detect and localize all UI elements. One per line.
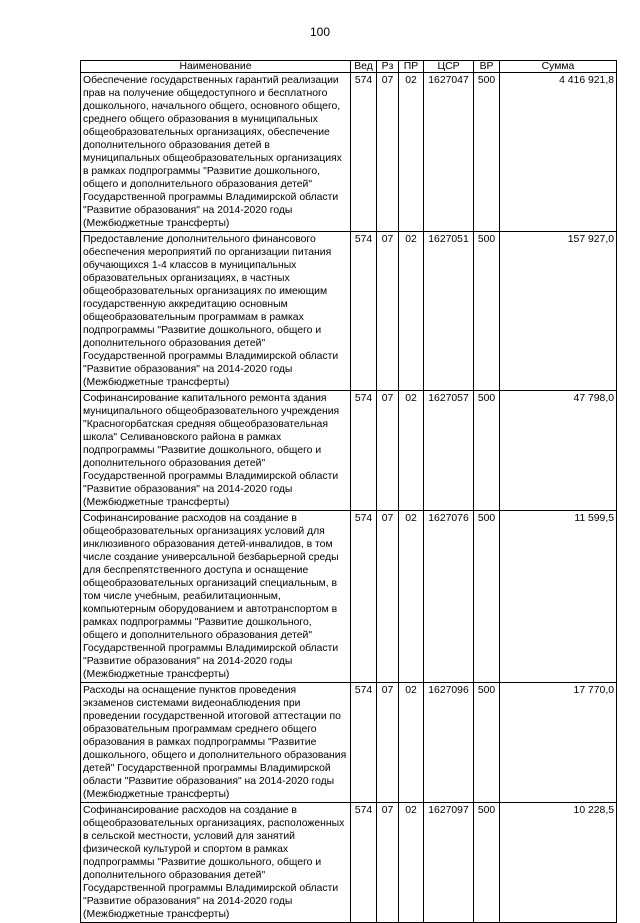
row-pr: 02 [399, 232, 424, 391]
table-row [81, 511, 617, 683]
row-csr: 1627076 [424, 511, 474, 683]
header-csr: ЦСР [424, 61, 474, 73]
table-row [81, 683, 617, 803]
row-pr: 02 [399, 683, 424, 803]
header-name: Наименование [81, 61, 351, 73]
row-rz: 07 [377, 73, 399, 232]
table-row [81, 391, 617, 511]
row-sum: 11 599,5 [500, 511, 617, 683]
page-number: 100 [309, 25, 331, 39]
row-rz: 07 [377, 803, 399, 923]
table-row [81, 232, 617, 391]
header-sum: Сумма [500, 61, 617, 73]
row-name: Софинансирование расходов на создание в общеобразовательных организациях, расположенных в сельской местности, условий для занятий физической культурой и спортом в рамках подпрограммы "Развитие дошкольного, общего и дополнительного образования детей" Государственной программы Владимирской области "Развитие образования" на 2014-2020 годы (Межбюджетные трансферты) [81, 803, 351, 923]
row-name: Предоставление дополнительного финансового обеспечения мероприятий по организации питания обучающихся 1-4 классов в муниципальных образовательных организациях, в частных общеобразовательных организациях по имеющим государственную аккредитацию основным общеобразовательным программам в рамках подпрограммы "Развитие дошкольного, общего и дополнительного образования детей" Государственной программы Владимирской области "Развитие образования" на 2014-2020 годы (Межбюджетные трансферты) [81, 232, 351, 391]
row-vr: 500 [474, 683, 500, 803]
row-vr: 500 [474, 73, 500, 232]
row-pr: 02 [399, 391, 424, 511]
row-csr: 1627097 [424, 803, 474, 923]
header-ved: Вед [351, 61, 377, 73]
row-vr: 500 [474, 391, 500, 511]
row-ved: 574 [351, 391, 377, 511]
row-pr: 02 [399, 803, 424, 923]
row-name: Обеспечение государственных гарантий реализации прав на получение общедоступного и бесплатного дошкольного, начального общего, основного общего, среднего общего образования в муниципальных общеобразовательных организациях, обеспечение дополнительного образования детей в муниципальных общеобразовательных организациях в рамках подпрограммы "Развитие дошкольного, общего и дополнительного образования детей" Государственной программы Владимирской области "Развитие образования" на 2014-2020 годы (Межбюджетные трансферты) [81, 73, 351, 232]
row-ved: 574 [351, 803, 377, 923]
row-vr: 500 [474, 232, 500, 391]
row-name: Софинансирование капитального ремонта здания муниципального общеобразовательного учреждения "Красногорбатская средняя общеобразовательная школа" Селивановского района в рамках подпрограммы "Развитие дошкольного, общего и дополнительного образования детей" Государственной программы Владимирской области "Развитие образования" на 2014-2020 годы (Межбюджетные трансферты) [81, 391, 351, 511]
row-vr: 500 [474, 803, 500, 923]
row-sum: 157 927,0 [500, 232, 617, 391]
header-pr: ПР [399, 61, 424, 73]
row-csr: 1627057 [424, 391, 474, 511]
row-ved: 574 [351, 511, 377, 683]
row-rz: 07 [377, 391, 399, 511]
row-sum: 17 770,0 [500, 683, 617, 803]
header-rz: Рз [377, 61, 399, 73]
row-name: Софинансирование расходов на создание в общеобразовательных организациях условий для инклюзивного образования детей-инвалидов, в том числе создание универсальной безбарьерной среды для беспрепятственного доступа и оснащение общеобразовательных организаций специальным, в том числе учебным, реабилитационным, компьютерным оборудованием и автотранспортом в рамках подпрограммы "Развитие дошкольного, общего и дополнительного образования детей" Государственной программы Владимирской области "Развитие образования" на 2014-2020 годы (Межбюджетные трансферты) [81, 511, 351, 683]
row-csr: 1627051 [424, 232, 474, 391]
row-rz: 07 [377, 683, 399, 803]
row-ved: 574 [351, 683, 377, 803]
row-ved: 574 [351, 73, 377, 232]
row-sum: 10 228,5 [500, 803, 617, 923]
row-csr: 1627096 [424, 683, 474, 803]
table-header-row [81, 61, 617, 73]
row-rz: 07 [377, 511, 399, 683]
row-rz: 07 [377, 232, 399, 391]
row-sum: 4 416 921,8 [500, 73, 617, 232]
row-vr: 500 [474, 511, 500, 683]
row-sum: 47 798,0 [500, 391, 617, 511]
budget-table [80, 60, 617, 923]
row-name: Расходы на оснащение пунктов проведения экзаменов системами видеонаблюдения при проведении государственной итоговой аттестации по образовательным программам среднего общего образования в рамках подпрограммы "Развитие дошкольного, общего и дополнительного образования детей" Государственной программы Владимирской области "Развитие образования" на 2014-2020 годы (Межбюджетные трансферты) [81, 683, 351, 803]
row-pr: 02 [399, 511, 424, 683]
row-csr: 1627047 [424, 73, 474, 232]
row-ved: 574 [351, 232, 377, 391]
header-vr: ВР [474, 61, 500, 73]
row-pr: 02 [399, 73, 424, 232]
table-row [81, 73, 617, 232]
